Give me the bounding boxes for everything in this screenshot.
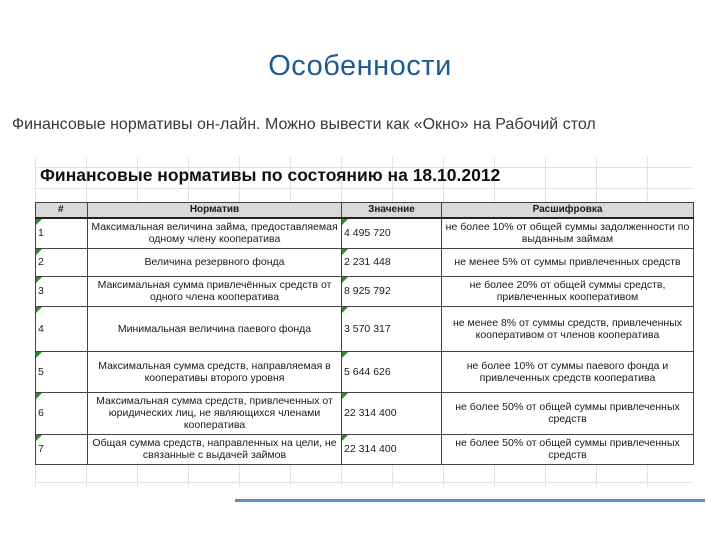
norm-value <box>342 351 442 392</box>
cell-marker-icon <box>36 352 42 358</box>
table-row <box>36 392 694 434</box>
norm-description: не менее 5% от суммы привлеченных средств <box>442 248 694 276</box>
slide-subtitle: Финансовые нормативы он-лайн. Можно вывести как «Окно» на Рабочий стол <box>12 116 596 133</box>
cell-marker-icon <box>342 219 348 225</box>
table-row <box>36 306 694 351</box>
sheet-heading: Финансовые нормативы по состоянию на 18.10.2012 <box>40 165 501 185</box>
norm-value-text: 22 314 400 <box>344 407 397 419</box>
norm-name: Максимальная величина займа, предоставляемая одному члену кооператива <box>88 218 342 248</box>
slide-title: Особенности <box>268 50 452 82</box>
cell-marker-icon <box>36 393 42 399</box>
row-number-text: 7 <box>38 443 44 455</box>
row-number <box>36 434 88 464</box>
norm-value <box>342 248 442 276</box>
row-number <box>36 218 88 248</box>
row-number-text: 6 <box>38 407 44 419</box>
norm-description: не более 50% от общей суммы привлеченных средств <box>442 392 694 434</box>
cell-marker-icon <box>36 219 42 225</box>
row-number <box>36 248 88 276</box>
cell-marker-icon <box>342 435 348 441</box>
column-header-value: Значение <box>342 203 442 219</box>
decorative-divider <box>235 499 705 502</box>
row-number <box>36 306 88 351</box>
norm-name: Величина резервного фонда <box>88 248 342 276</box>
norm-value-text: 2 231 448 <box>344 256 391 268</box>
table-header-row <box>36 203 694 219</box>
norm-description: не более 10% от общей суммы задолженности по выданным займам <box>442 218 694 248</box>
column-header-norm: Норматив <box>88 203 342 219</box>
norm-value <box>342 218 442 248</box>
row-number-text: 2 <box>38 256 44 268</box>
cell-marker-icon <box>36 277 42 283</box>
norm-value-text: 5 644 626 <box>344 365 391 378</box>
cell-marker-icon <box>36 249 42 255</box>
row-number-text: 4 <box>38 322 44 335</box>
norm-description: не более 50% от общей суммы привлеченных средств <box>442 434 694 464</box>
norm-value-text: 4 495 720 <box>344 227 391 240</box>
cell-marker-icon <box>36 435 42 441</box>
norm-value <box>342 392 442 434</box>
row-number <box>36 276 88 306</box>
norm-description: не более 10% от суммы паевого фонда и привлеченных средств кооператива <box>442 351 694 392</box>
cell-marker-icon <box>36 307 42 313</box>
cell-marker-icon <box>342 352 348 358</box>
norm-value-text: 3 570 317 <box>344 322 391 335</box>
table-row <box>36 276 694 306</box>
cell-marker-icon <box>342 307 348 313</box>
norm-value-text: 8 925 792 <box>344 285 391 297</box>
row-number <box>36 392 88 434</box>
norm-name: Общая сумма средств, направленных на цели, не связанные с выдачей займов <box>88 434 342 464</box>
cell-marker-icon <box>342 393 348 399</box>
norm-name: Максимальная сумма средств, направляемая в кооперативы второго уровня <box>88 351 342 392</box>
table-row <box>36 248 694 276</box>
row-number <box>36 351 88 392</box>
column-header-number: # <box>36 203 88 219</box>
norm-description: не более 20% от общей суммы средств, привлеченных кооперативом <box>442 276 694 306</box>
column-header-description: Расшифровка <box>442 203 694 219</box>
norm-name: Максимальная сумма привлечённых средств от одного члена кооператива <box>88 276 342 306</box>
table-row <box>36 351 694 392</box>
row-number-text: 3 <box>38 285 44 297</box>
table-row <box>36 218 694 248</box>
spreadsheet-screenshot <box>35 157 693 487</box>
norm-value <box>342 434 442 464</box>
norm-name: Минимальная величина паевого фонда <box>88 306 342 351</box>
table-row <box>36 434 694 464</box>
cell-marker-icon <box>342 249 348 255</box>
cell-marker-icon <box>342 277 348 283</box>
norms-table <box>35 202 694 465</box>
row-number-text: 1 <box>38 227 44 240</box>
norm-name: Максимальная сумма средств, привлеченных от юридических лиц, не являющихся членами кооператива <box>88 392 342 434</box>
norm-description: не менее 8% от суммы средств, привлеченных кооперативом от членов кооператива <box>442 306 694 351</box>
norm-value <box>342 276 442 306</box>
norm-value <box>342 306 442 351</box>
row-number-text: 5 <box>38 365 44 378</box>
norm-value-text: 22 314 400 <box>344 443 397 455</box>
